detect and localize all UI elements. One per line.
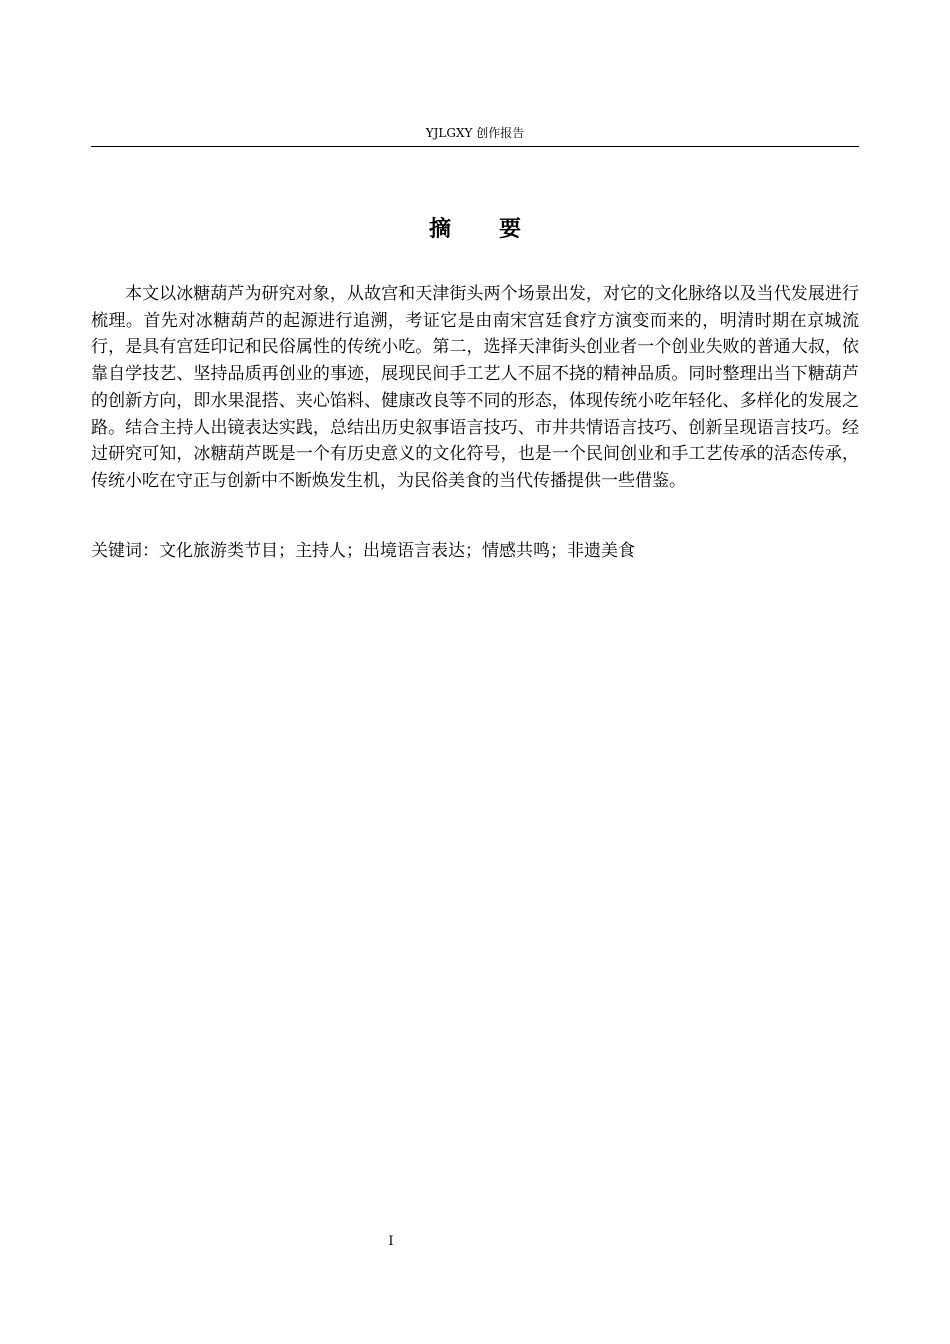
- abstract-title-char-2: 要: [499, 216, 522, 242]
- abstract-title-char-1: 摘: [428, 216, 451, 242]
- keywords-line: 关键词：文化旅游类节目；主持人；出境语言表达；情感共鸣；非遗美食: [91, 541, 635, 561]
- abstract-body: 本文以冰糖葫芦为研究对象，从故宫和天津街头两个场景出发，对它的文化脉络以及当代发展进行梳理。首先对冰糖葫芦的起源进行追溯，考证它是由南宋宫廷食疗方演变而来的，明清时期在京城流行，是具有宫廷印记和民俗属性的传统小吃。第二，选择天津街头创业者一个创业失败的普通大叔，依靠自学技艺、坚持品质再创业的事迹，展现民间手工艺人不屈不挠的精神品质。同时整理出当下糖葫芦的创新方向，即水果混搭、夹心馅料、健康改良等不同的形态，体现传统小吃年轻化、多样化的发展之路。结合主持人出镜表达实践，总结出历史叙事语言技巧、市井共情语言技巧、创新呈现语言技巧。经过研究可知，冰糖葫芦既是一个有历史意义的文化符号，也是一个民间创业和手工艺传承的活态传承，传统小吃在守正与创新中不断焕发生机，为民俗美食的当代传播提供一些借鉴。: [91, 284, 859, 491]
- header-rule: [91, 146, 859, 147]
- abstract-title: [91, 213, 859, 245]
- running-header: YJLGXY 创作报告: [425, 126, 525, 140]
- page-number: I: [388, 1234, 394, 1249]
